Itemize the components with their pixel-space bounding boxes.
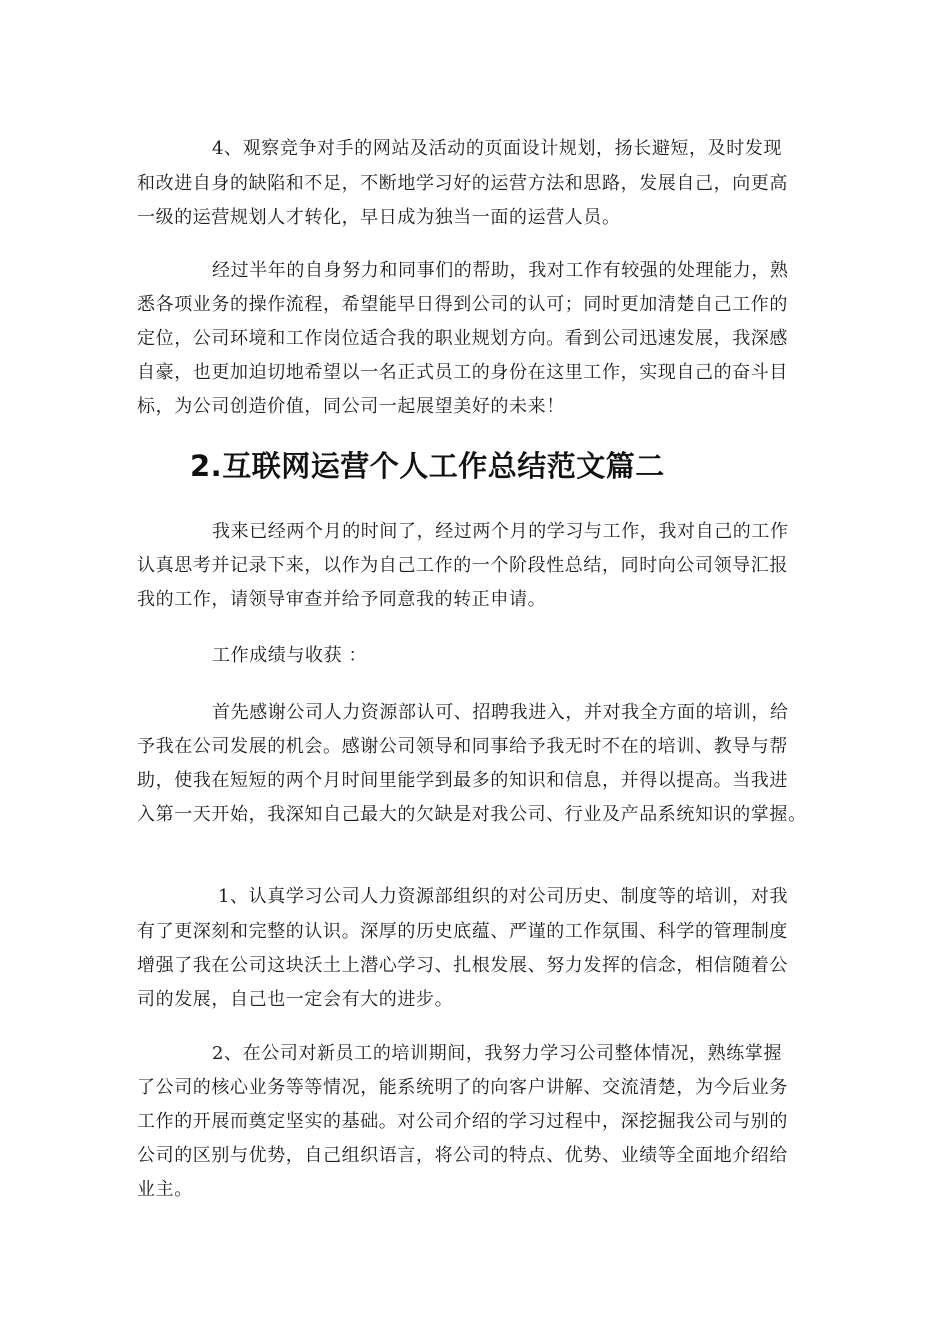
- paragraph-6-line-1: 2、在公司对新员工的培训期间，我努力学习公司整体情况，熟练掌握: [212, 1043, 783, 1064]
- paragraph-1-line-2: 和改进自身的缺陷和不足，不断地学习好的运营方法和思路，发展自己，向更高: [137, 173, 788, 194]
- paragraph-2-line-4: 自豪，也更加迫切地希望以一名正式员工的身份在这里工作，实现自己的奋斗目: [137, 362, 788, 383]
- paragraph-3-line-1: 我来已经两个月的时间了，经过两个月的学习与工作，我对自己的工作: [212, 521, 789, 542]
- section-heading: 2.互联网运营个人工作总结范文篇二: [190, 449, 665, 483]
- paragraph-2-line-5: 标，为公司创造价值，同公司一起展望美好的未来！: [137, 396, 565, 417]
- paragraph-4-line-1: 首先感谢公司人力资源部认可、招聘我进入，并对我全方面的培训，给: [212, 702, 789, 723]
- paragraph-3-line-3: 我的工作，请领导审查并给予同意我的转正申请。: [137, 589, 547, 610]
- paragraph-2-line-3: 定位，公司环境和工作岗位适合我的职业规划方向。看到公司迅速发展，我深感: [137, 328, 788, 349]
- paragraph-6-line-2: 了公司的核心业务等等情况，能系统明了的向客户讲解、交流清楚，为今后业务: [137, 1077, 788, 1098]
- paragraph-2-line-2: 悉各项业务的操作流程，希望能早日得到公司的认可；同时更加清楚自己工作的: [137, 294, 788, 315]
- paragraph-5-line-3: 增强了我在公司这块沃土上潜心学习、扎根发展、努力发挥的信念，相信随着公: [137, 955, 788, 976]
- paragraph-5-line-1: 1、认真学习公司人力资源部组织的对公司历史、制度等的培训，对我: [218, 886, 789, 907]
- paragraph-6-line-4: 公司的区别与优势，自己组织语言，将公司的特点、优势、业绩等全面地介绍给: [137, 1145, 788, 1166]
- paragraph-4-line-2: 予我在公司发展的机会。感谢公司领导和同事给予我无时不在的培训、教导与帮: [137, 736, 788, 757]
- paragraph-6-line-5: 业主。: [137, 1179, 193, 1200]
- paragraph-3-line-2: 认真思考并记录下来，以作为自己工作的一个阶段性总结，同时向公司领导汇报: [137, 555, 788, 576]
- paragraph-5-line-2: 有了更深刻和完整的认识。深厚的历史底蕴、严谨的工作氛围、科学的管理制度: [137, 921, 788, 942]
- paragraph-5-line-4: 司的发展，自己也一定会有大的进步。: [137, 989, 454, 1010]
- paragraph-2-line-1: 经过半年的自身努力和同事们的帮助，我对工作有较强的处理能力，熟: [212, 260, 789, 281]
- paragraph-6-line-3: 工作的开展而奠定坚实的基础。对公司介绍的学习过程中，深挖掘我公司与别的: [137, 1111, 788, 1132]
- paragraph-4-line-4: 入第一天开始，我深知自己最大的欠缺是对我公司、行业及产品系统知识的掌握。: [137, 804, 807, 825]
- paragraph-4-line-3: 助，使我在短短的两个月时间里能学到最多的知识和信息，并得以提高。当我进: [137, 770, 788, 791]
- paragraph-1-line-1: 4、观察竞争对手的网站及活动的页面设计规划，扬长避短，及时发现: [212, 138, 783, 159]
- paragraph-1-line-3: 一级的运营规划人才转化，早日成为独当一面的运营人员。: [137, 207, 621, 228]
- section-label: 工作成绩与收获 ：: [212, 645, 368, 666]
